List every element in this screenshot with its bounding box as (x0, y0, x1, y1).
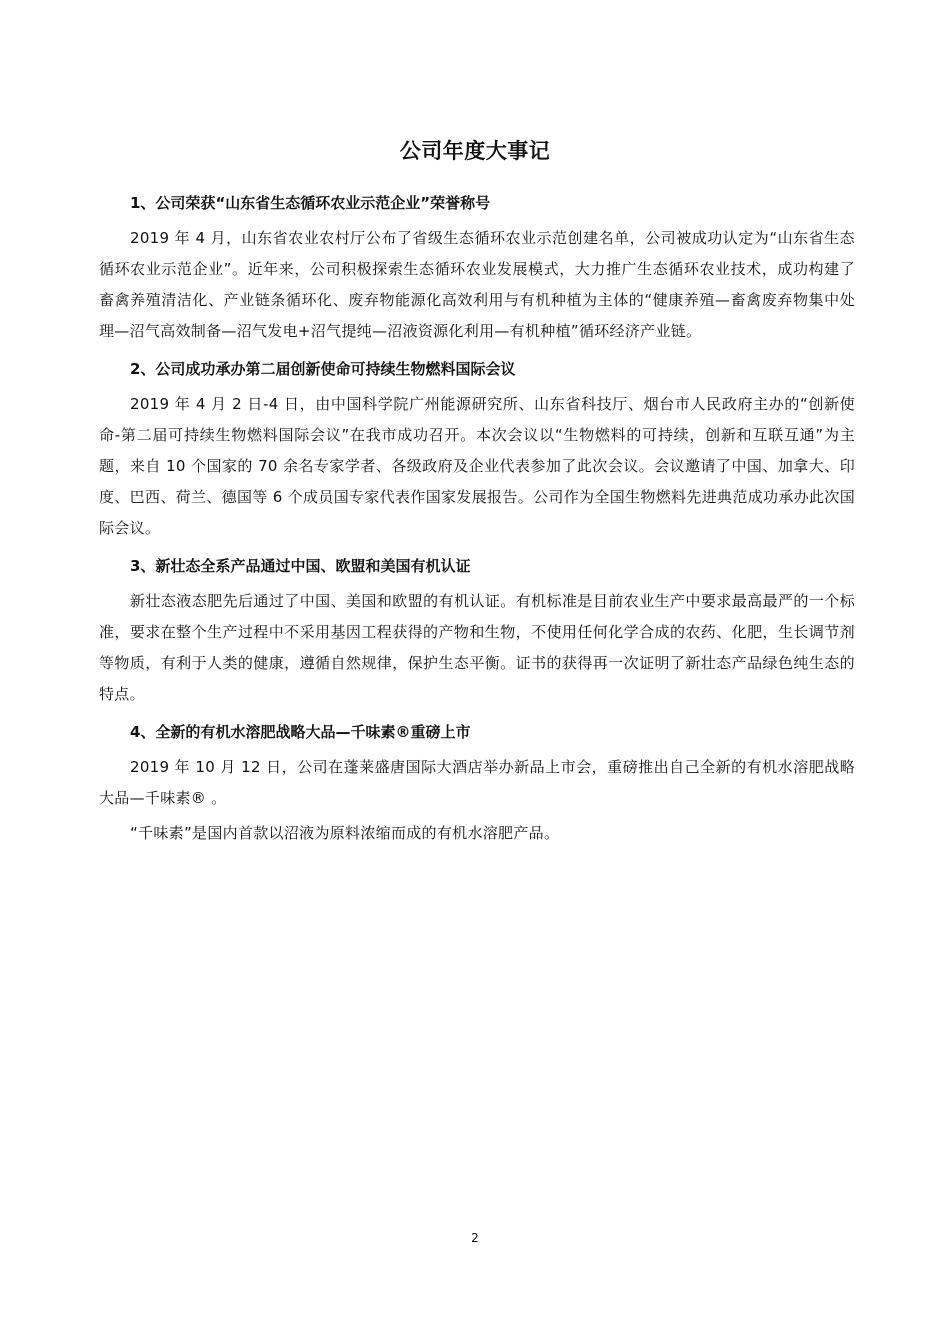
section-heading-3: 3、新壮态全系产品通过中国、欧盟和美国有机认证 (130, 557, 471, 575)
page-title: 公司年度大事记 (399, 139, 551, 163)
section-4-paragraph-1: 2019 年 10 月 12 日，公司在蓬莱盛唐国际大酒店举办新品上市会，重磅推出自己全新的有机水溶肥战略大品—千味素® 。 (99, 758, 855, 807)
document-body (99, 187, 855, 855)
section-1-paragraph: 2019 年 4 月，山东省农业农村厅公布了省级生态循环农业示范创建名单，公司被成功认定为“山东省生态循环农业示范企业”。近年来，公司积极探索生态循环农业发展模式，大力推广生态循环农业技术，成功构建了畜禽养殖清洁化、产业链条循环化、废弃物能源化高效利用与有机种植为主体的“健康养殖—畜禽废弃物集中处理—沼气高效制备—沼气发电+沼气提纯—沼液资源化利用—有机种植”循环经济产业链。 (99, 229, 855, 340)
section-3-paragraph: 新壮态液态肥先后通过了中国、美国和欧盟的有机认证。有机标准是目前农业生产中要求最高最严的一个标准，要求在整个生产过程中不采用基因工程获得的产物和生物，不使用任何化学合成的农药、化肥，生长调节剂等物质，有利于人类的健康，遵循自然规律，保护生态平衡。证书的获得再一次证明了新壮态产品绿色纯生态的特点。 (99, 592, 855, 703)
section-heading-1: 1、公司荣获“山东省生态循环农业示范企业”荣誉称号 (130, 194, 491, 212)
section-4-paragraph-2: “千味素”是国内首款以沼液为原料浓缩而成的有机水溶肥产品。 (130, 824, 560, 842)
section-heading-2: 2、公司成功承办第二届创新使命可持续生物燃料国际会议 (130, 360, 516, 378)
page-number: 2 (471, 1231, 479, 1245)
section-2-paragraph: 2019 年 4 月 2 日-4 日，由中国科学院广州能源研究所、山东省科技厅、烟台市人民政府主办的“创新使命-第二届可持续生物燃料国际会议”在我市成功召开。本次会议以“生物燃料的可持续，创新和互联互通”为主题，来自 10 个国家的 70 余名专家学者、各级政府及企业代表参加了此次会议。会议邀请了中国、加拿大、印度、巴西、荷兰、德国等 6 个成员国专家代表作国家发展报告。公司作为全国生物燃料先进典范成功承办此次国际会议。 (99, 395, 855, 537)
section-heading-4: 4、全新的有机水溶肥战略大品—千味素®重磅上市 (130, 723, 471, 741)
